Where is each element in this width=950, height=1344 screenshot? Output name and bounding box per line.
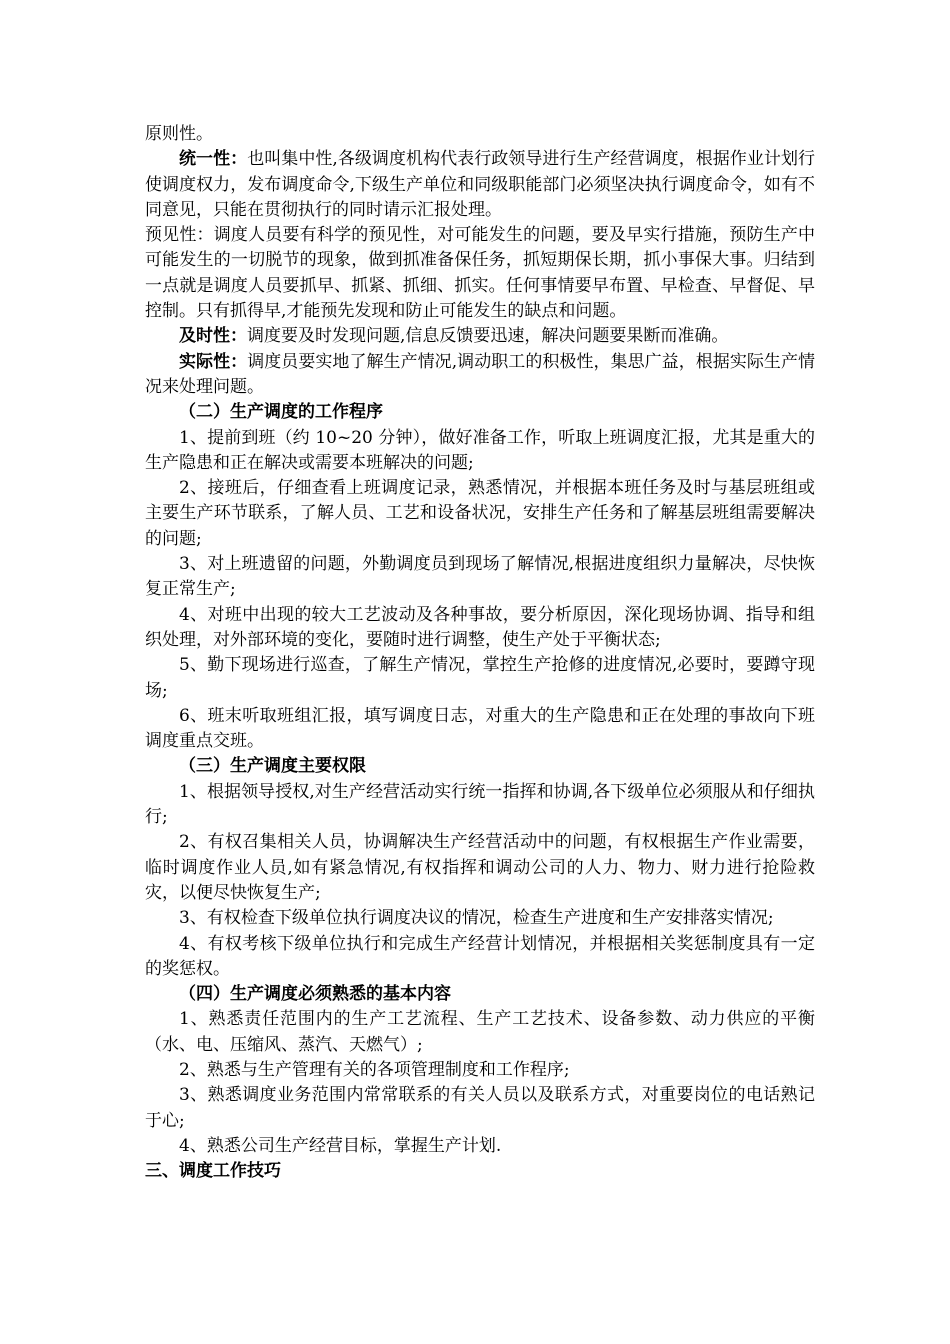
- principle-practicality: [145, 350, 815, 401]
- list-item: 5、勤下现场进行巡查，了解生产情况，掌控生产抢修的进度情况,必要时，要蹲守现场;: [145, 655, 815, 701]
- principle-term: 实际性：: [179, 351, 248, 372]
- list-item: 1、根据领导授权,对生产经营活动实行统一指挥和协调,各下级单位必须服从和仔细执行;: [145, 781, 815, 828]
- principle-term: 统一性：: [179, 149, 248, 170]
- list-item: 4、熟悉公司生产经营目标，掌握生产计划.: [179, 1135, 502, 1156]
- intro-tail: 原则性。: [145, 124, 213, 144]
- principle-term: 及时性：: [179, 326, 247, 347]
- section-heading-techniques: 三、调度工作技巧: [145, 1161, 281, 1182]
- list-item: 4、有权考核下级单位执行和完成生产经营计划情况，并根据相关奖惩制度具有一定的奖惩权。: [145, 933, 815, 979]
- principle-text: 调度要及时发现问题,信息反馈要迅速，解决问题要果断而准确。: [247, 326, 729, 347]
- principle-term: 预见性：: [145, 225, 214, 246]
- principle-unity: [145, 147, 815, 223]
- list-item: 2、有权召集相关人员，协调解决生产经营活动中的问题，有权根据生产作业需要，临时调度作业人员,如有紧急情况,有权指挥和调动公司的人力、物力、财力进行抢险救灾，以便尽快恢复生产;: [145, 832, 815, 903]
- list-item: 3、熟悉调度业务范围内常常联系的有关人员以及联系方式，对重要岗位的电话熟记于心;: [145, 1085, 815, 1131]
- list-item: 1、提前到班（约 10~20 分钟），做好准备工作，听取上班调度汇报，尤其是重大的生产隐患和正在解决或需要本班解决的问题;: [145, 427, 815, 473]
- document-page: [145, 122, 815, 1184]
- principle-text: 调度员要实地了解生产情况,调动职工的积极性，集思广益，根据实际生产情况来处理问题。: [145, 351, 816, 397]
- list-item: 2、接班后，仔细查看上班调度记录，熟悉情况，并根据本班任务及时与基层班组或主要生产环节联系，了解人员、工艺和设备状况，安排生产任务和了解基层班组需要解决的问题;: [145, 478, 815, 549]
- list-item: 4、对班中出现的较大工艺波动及各种事故，要分析原因，深化现场协调、指导和组织处理，对外部环境的变化，要随时进行调整，使生产处于平衡状态;: [145, 604, 815, 650]
- section-heading-knowledge: （四）生产调度必须熟悉的基本内容: [179, 984, 451, 1005]
- section-heading-authority: （三）生产调度主要权限: [179, 756, 366, 777]
- list-item: 3、有权检查下级单位执行调度决议的情况，检查生产进度和生产安排落实情况;: [179, 908, 774, 929]
- principle-timeliness: [145, 324, 815, 349]
- principle-text: 也叫集中性,各级调度机构代表行政领导进行生产经营调度，根据作业计划行使调度权力，发布调度命令,下级生产单位和同级职能部门必须坚决执行调度命令，如有不同意见，只能在贯彻执行的同时请示汇报处理。: [145, 149, 816, 220]
- list-item: 6、班末听取班组汇报，填写调度日志，对重大的生产隐患和正在处理的事故向下班调度重点交班。: [145, 705, 815, 752]
- principle-text: 调度人员要有科学的预见性，对可能发生的问题，要及早实行措施，预防生产中可能发生的一切脱节的现象，做到抓准备保任务，抓短期保长期，抓小事保大事。归结到一点就是调度人员要抓早、抓紧、抓细、抓实。任何事情要早布置、早检查、早督促、早控制。只有抓得早,才能预先发现和防止可能发生的缺点和问题。: [145, 225, 816, 322]
- section-heading-procedure: （二）生产调度的工作程序: [179, 402, 383, 423]
- list-item: 2、熟悉与生产管理有关的各项管理制度和工作程序;: [179, 1059, 570, 1080]
- list-item: 3、对上班遗留的问题，外勤调度员到现场了解情况,根据进度组织力量解决，尽快恢复正常生产;: [145, 554, 815, 600]
- list-item: 1、熟悉责任范围内的生产工艺流程、生产工艺技术、设备参数、动力供应的平衡（水、电、压缩风、蒸汽、天燃气）;: [145, 1009, 815, 1055]
- principle-foresight: [145, 223, 815, 324]
